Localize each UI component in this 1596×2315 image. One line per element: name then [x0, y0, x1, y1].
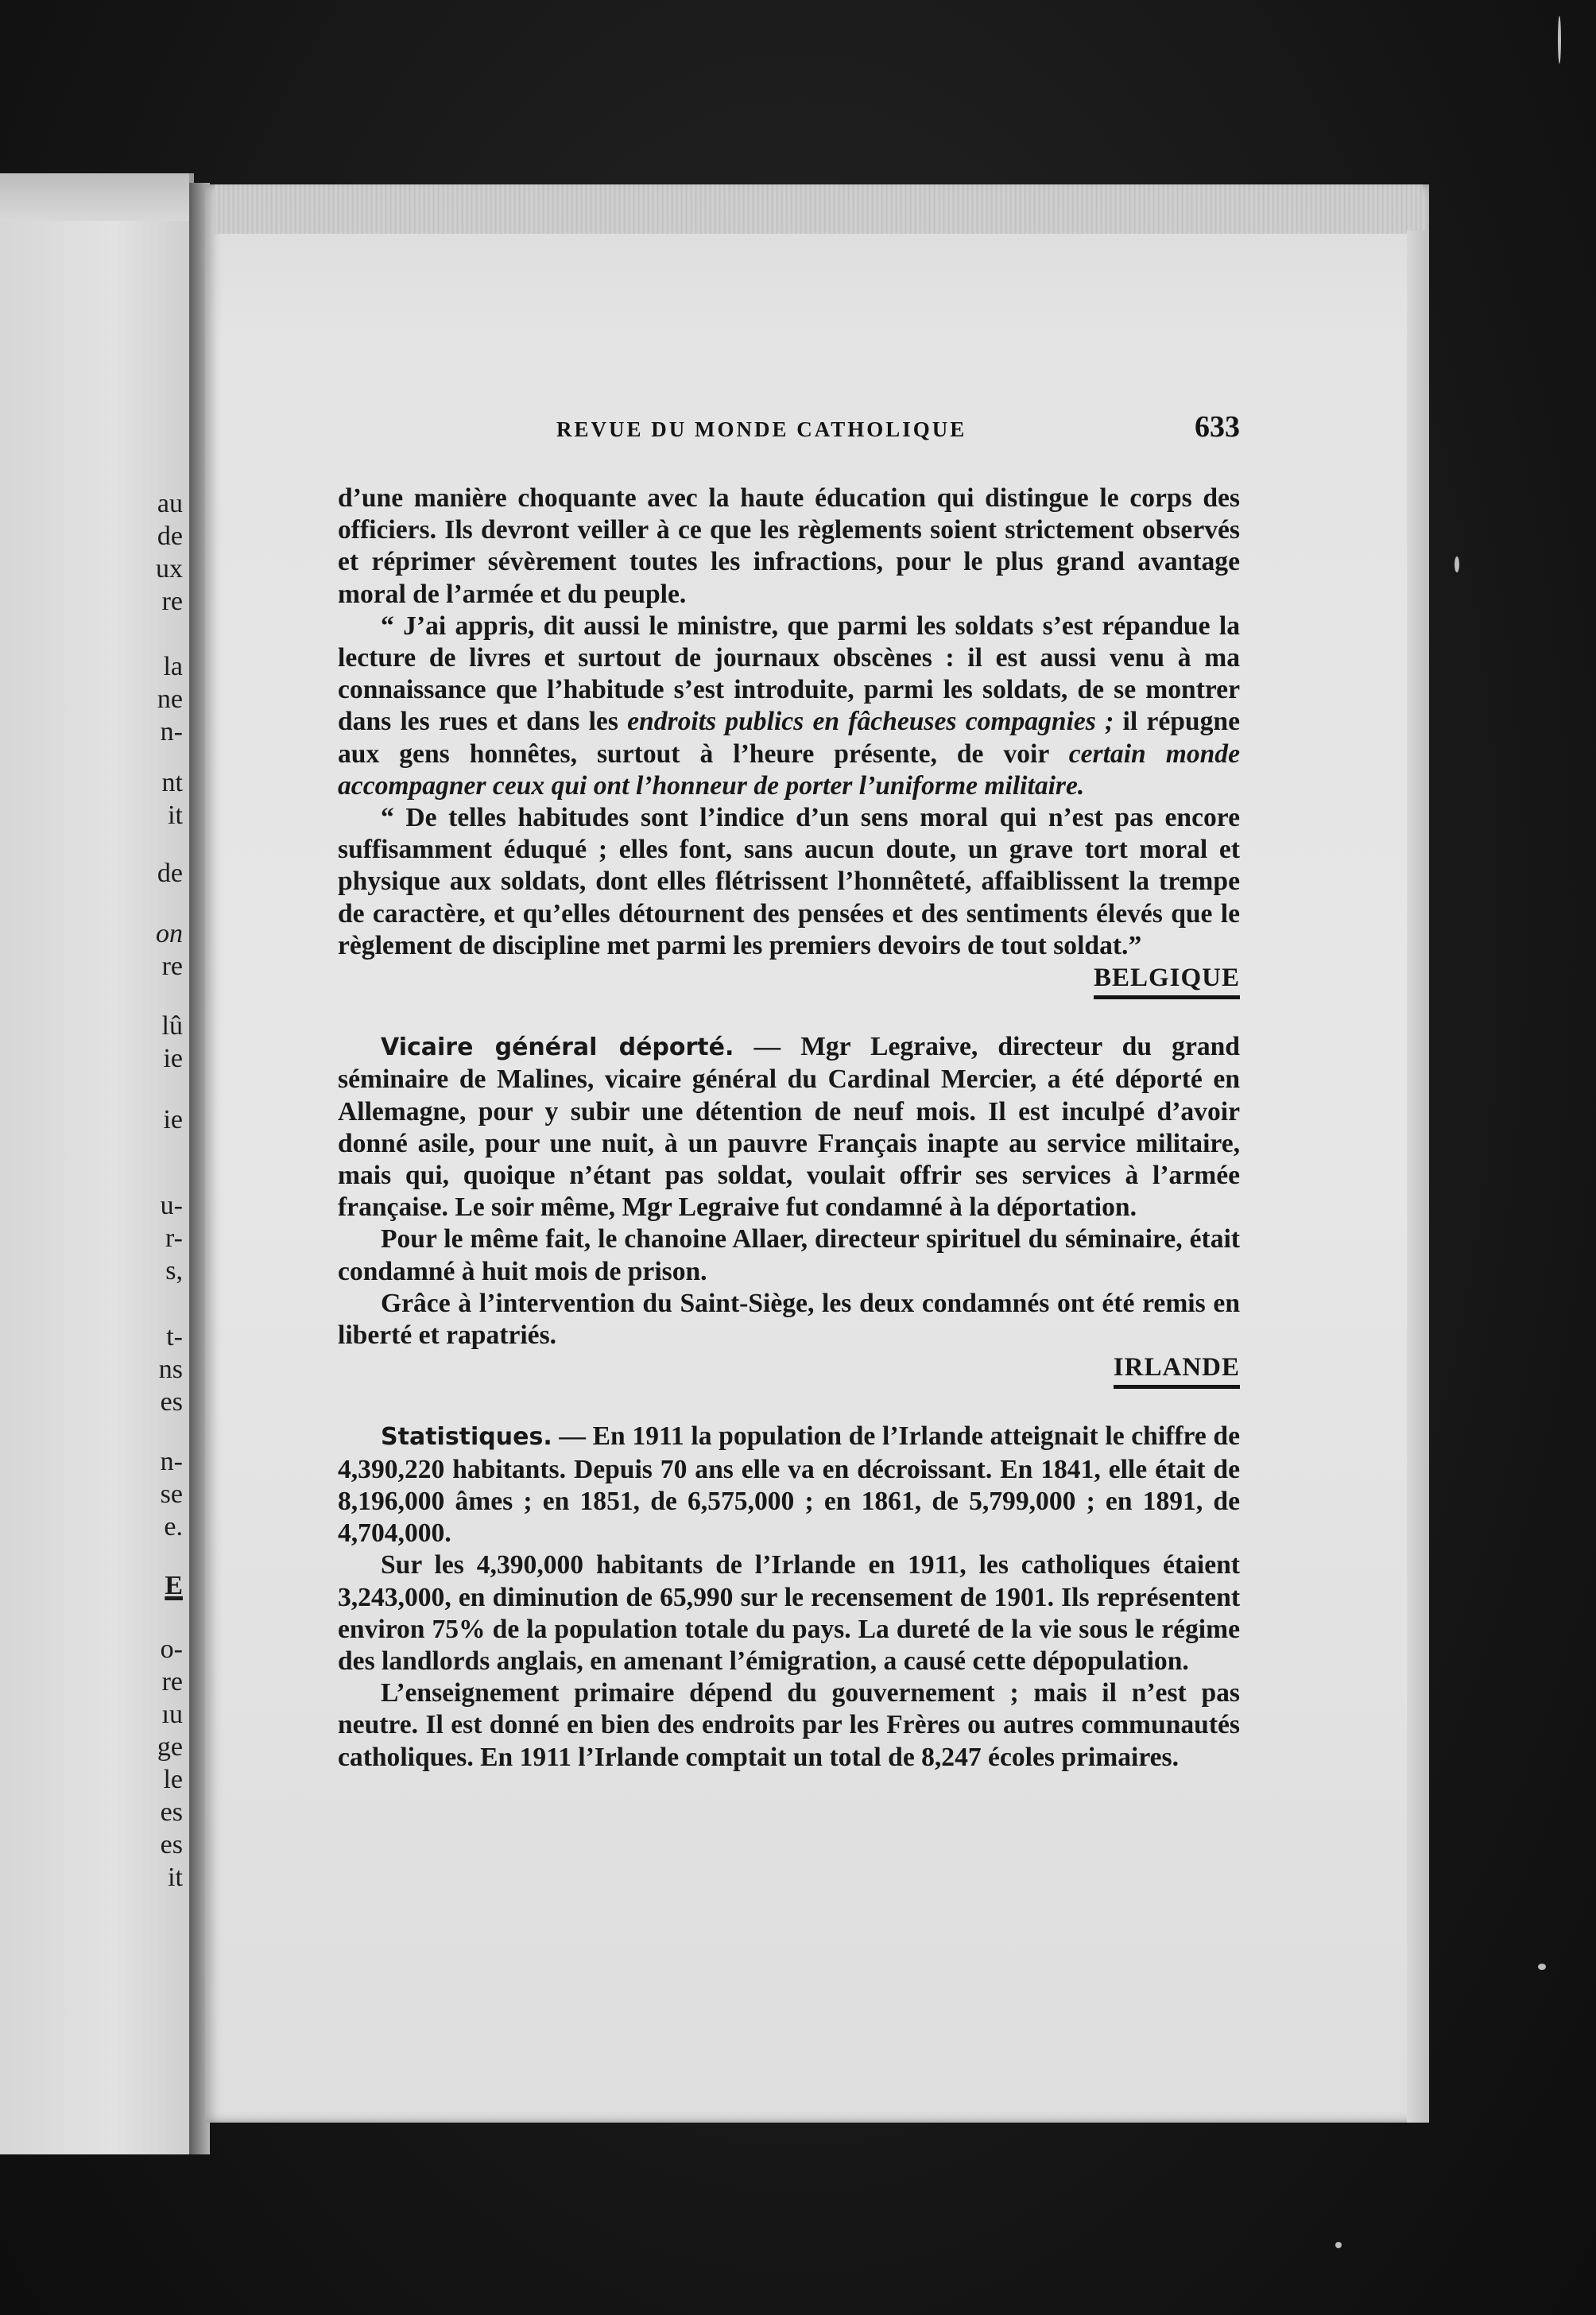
page-number: 633 — [1195, 410, 1240, 444]
paragraph: L’enseignement primaire dépend du gouvernement ; mais il n’est pas neutre. Il est donné en bien des endroits par les Frères ou autres communautés catholiques. En 1911 l’Irlande comptait un total de 8,247 écoles primaires. — [338, 1678, 1240, 1772]
paragraph: Grâce à l’intervention du Saint-Siège, les deux condamnés ont été remis en liberté et rapatriés. — [338, 1288, 1240, 1351]
left-fragment: on — [156, 919, 183, 948]
left-fragment: es — [160, 1830, 183, 1859]
scan-speck — [1455, 556, 1459, 572]
article-body — [338, 483, 1240, 1774]
left-fragment: s, — [165, 1256, 183, 1285]
left-fragment: lû — [161, 1011, 183, 1041]
left-fragment: it — [168, 801, 183, 830]
left-fragment: n- — [160, 1447, 183, 1476]
left-page-top-edge — [0, 173, 189, 221]
section-gap — [338, 999, 1240, 1031]
left-fragment: ux — [156, 554, 183, 584]
left-fragment: le — [163, 1765, 183, 1794]
left-fragment: ie — [163, 1105, 183, 1134]
italic-run: certain monde accompagner ceux qui ont l’honneur de porter l’uniforme militaire. — [338, 739, 1240, 801]
run-in-heading: Vicaire général déporté. — [381, 1033, 734, 1062]
scan-speck — [1558, 16, 1561, 64]
left-page-fragment — [0, 173, 194, 2154]
scan-speck — [1538, 1964, 1546, 1970]
left-fragment: re — [161, 1667, 183, 1697]
left-fragment: t- — [166, 1322, 183, 1351]
left-fragment: ie — [163, 1044, 183, 1073]
left-fragment: it — [168, 1863, 183, 1892]
paragraph — [338, 1421, 1240, 1549]
text-run: — En 1911 la population de l’Irlande atteignait le chiffre de 4,390,220 habitants. Depuis 70 ans elle va en décroissant. En 1841, elle était de 8,196,000 âmes ; en 1851, de 6,575,000 ; en 1861, de 5,799,000 ; en 1891, de 4,704,000. — [338, 1421, 1240, 1549]
paragraph — [338, 611, 1240, 802]
left-fragment: o- — [160, 1634, 183, 1664]
run-in-heading: Statistiques. — [381, 1423, 552, 1452]
left-fragment: ne — [157, 684, 183, 714]
left-fragment: de — [157, 859, 183, 888]
left-fragment: ge — [157, 1732, 183, 1762]
paragraph — [338, 1031, 1240, 1223]
section-heading-text: BELGIQUE — [1094, 962, 1240, 999]
section-heading-irlande — [338, 1351, 1240, 1389]
section-heading-belgique — [338, 962, 1240, 999]
left-fragment: es — [160, 1387, 183, 1417]
paragraph: “ De telles habitudes sont l’indice d’un sens moral qui n’est pas encore suffisamment éduqué ; elles font, sans aucun doute, un grave tort moral et physique aux soldats, dont elles flétrissent l’honnêteté, affaiblissent la trempe de caractère, et qu’elles détournent des pensées et des sentiments élevés que le règlement de discipline met parmi les premiers devoirs de tout soldat.” — [338, 803, 1240, 960]
left-fragment: es — [160, 1797, 183, 1827]
page-top-edge — [215, 184, 1423, 234]
left-fragment: ns — [158, 1355, 183, 1384]
left-fragment: e. — [164, 1512, 183, 1541]
italic-run: endroits publics en fâcheuses compagnies ; — [627, 707, 1114, 737]
section-gap — [338, 1389, 1240, 1421]
left-fragment: E — [165, 1571, 183, 1600]
text-run: il répugne aux gens honnêtes, surtout à l’heure présente, de voir — [338, 707, 1240, 769]
page-right-edge — [1407, 231, 1429, 2123]
left-fragment: n- — [160, 717, 183, 746]
paragraph: Pour le même fait, le chanoine Allaer, directeur spirituel du séminaire, était condamné à huit mois de prison. — [338, 1224, 1240, 1286]
left-fragment: ıu — [161, 1700, 183, 1729]
running-head — [338, 409, 1240, 449]
text-run: “ J’ai appris, dit aussi le ministre, que parmi les soldats s’est répandue la lecture de livres et surtout de journaux obscènes : il est aussi venu à ma connaissance que l’habitude s’est introduite, parmi les soldats, de se montrer dans les rues et dans les — [338, 611, 1240, 737]
left-fragment: la — [163, 652, 183, 681]
running-title: REVUE DU MONDE CATHOLIQUE — [556, 417, 967, 441]
left-fragment: u- — [160, 1191, 183, 1220]
section-heading-text: IRLANDE — [1114, 1351, 1240, 1389]
paragraph: d’une manière choquante avec la haute éducation qui distingue le corps des officiers. Ils devront veiller à ce que les règlements soient strictement observés et réprimer sévèrement toutes les infractions, pour le plus grand avantage moral de l’armée et du peuple. — [338, 483, 1240, 609]
left-fragment: de — [157, 522, 183, 551]
left-fragment: au — [157, 489, 183, 518]
left-fragment: r- — [165, 1223, 183, 1253]
paragraph: Sur les 4,390,000 habitants de l’Irlande en 1911, les catholiques étaient 3,243,000, en diminution de 65,990 sur le recensement de 1901. Ils représentent environ 75% de la population totale du pays. La dureté de la vie sous le régime des landlords anglais, en amenant l’émigration, a causé cette dépopulation. — [338, 1550, 1240, 1676]
text-run: — Mgr Legraive, directeur du grand séminaire de Malines, vicaire général du Cardinal Mercier, a été déporté en Allemagne, pour y subir une détention de neuf mois. Il est inculpé d’avoir donné asile, pour une nuit, à un pauvre Français inapte au service militaire, mais qui, quoique n’étant pas soldat, voulait offrir ses services à l’armée française. Le soir même, Mgr Legraive fut condamné à la déportation. — [338, 1032, 1240, 1223]
left-fragment: nt — [161, 768, 183, 797]
scan-speck — [1335, 2242, 1342, 2248]
left-fragment: re — [161, 952, 183, 981]
left-fragment: re — [161, 587, 183, 616]
left-fragment: se — [160, 1479, 183, 1509]
